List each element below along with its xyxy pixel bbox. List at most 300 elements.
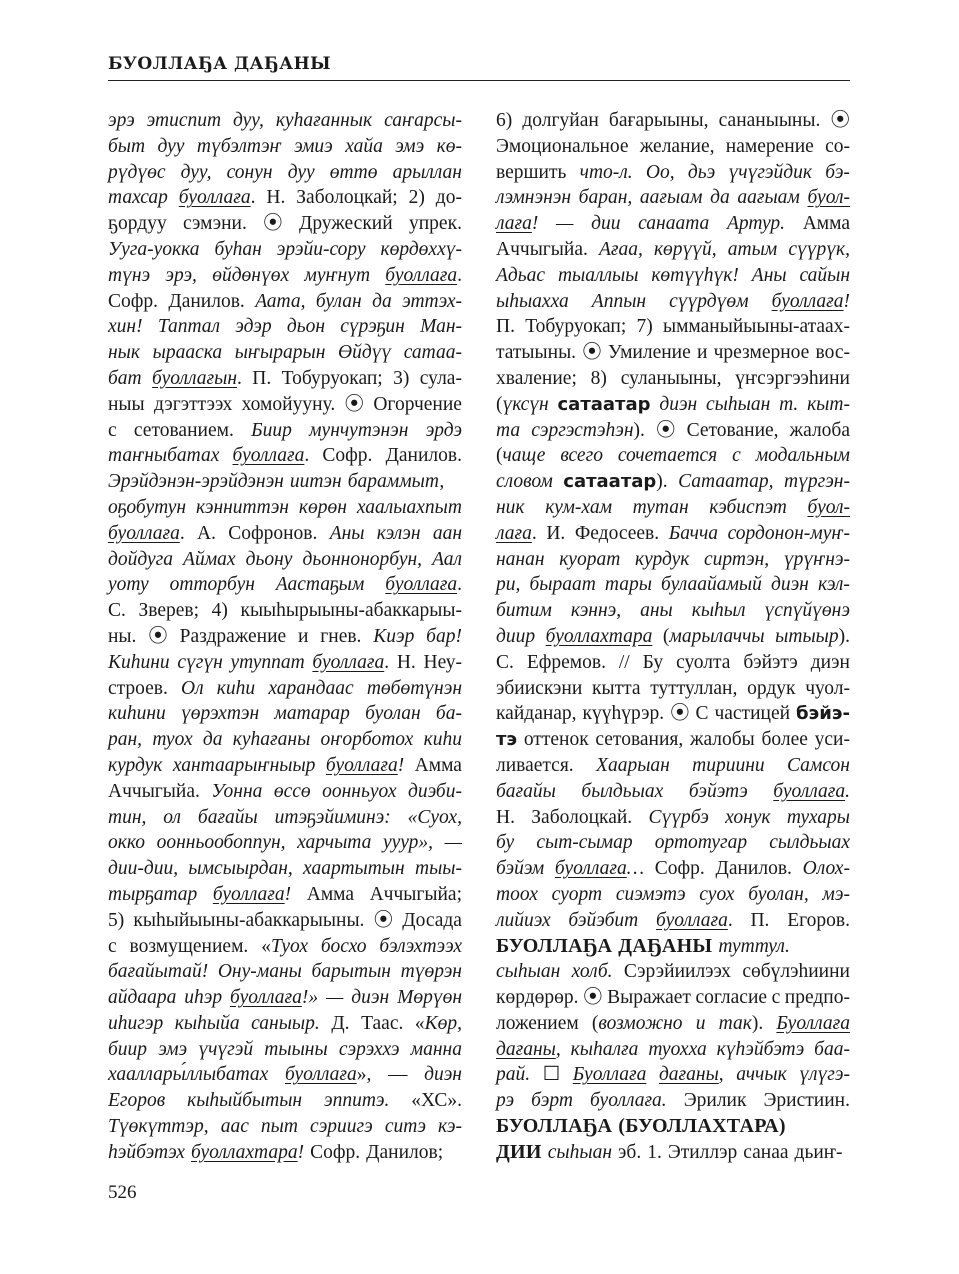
text-run: тахсар bbox=[108, 187, 168, 209]
text-run: тин, bbox=[108, 806, 147, 828]
word bbox=[648, 1037, 706, 1063]
text-run: баа- bbox=[814, 1038, 850, 1060]
word bbox=[183, 547, 236, 573]
word bbox=[592, 676, 641, 702]
word bbox=[380, 237, 462, 263]
text-run: харчыта bbox=[297, 832, 372, 854]
text-run: сатаатар bbox=[557, 393, 651, 415]
text-line bbox=[108, 701, 462, 727]
text-line bbox=[108, 443, 462, 469]
headword-reference: буол- bbox=[807, 187, 850, 209]
text-line bbox=[108, 650, 462, 676]
word bbox=[233, 727, 311, 753]
word bbox=[401, 959, 462, 985]
text-run: ( bbox=[591, 1012, 599, 1034]
text-line bbox=[108, 263, 462, 289]
word bbox=[108, 1140, 185, 1166]
text-run: сатаа- bbox=[403, 342, 462, 364]
text-run: П. bbox=[496, 316, 515, 338]
word bbox=[646, 160, 675, 186]
page-number: 526 bbox=[108, 1182, 137, 1203]
text-line bbox=[108, 624, 462, 650]
text-line bbox=[496, 934, 850, 960]
text-run: дуу bbox=[157, 135, 185, 157]
text-run: көтүүһүк! bbox=[651, 264, 739, 286]
text-run: куһағаннык bbox=[275, 110, 373, 131]
text-run: сетованием. bbox=[133, 419, 234, 441]
text-run: намерение bbox=[725, 135, 814, 157]
text-run: модальным bbox=[755, 445, 850, 467]
word bbox=[531, 1088, 573, 1114]
word bbox=[181, 676, 204, 702]
word bbox=[580, 160, 633, 186]
text-run: үчүгэй bbox=[198, 1038, 254, 1060]
word bbox=[796, 701, 850, 727]
text-run: со- bbox=[825, 135, 850, 157]
text-run: Киһини bbox=[108, 651, 170, 673]
text-run: түнэ bbox=[108, 264, 151, 286]
word bbox=[496, 211, 538, 237]
text-line bbox=[496, 1037, 850, 1063]
word bbox=[287, 314, 325, 340]
word bbox=[379, 934, 462, 960]
word bbox=[563, 469, 667, 495]
word bbox=[251, 1011, 320, 1037]
text-run: Аппын bbox=[591, 290, 647, 312]
text-run: Софр. bbox=[654, 858, 705, 880]
word bbox=[373, 624, 414, 650]
word bbox=[108, 108, 135, 134]
text-line bbox=[496, 392, 850, 418]
text-run: төбөтүнэн bbox=[366, 677, 462, 699]
word bbox=[496, 237, 588, 263]
text-run: ымсыырдан, bbox=[188, 858, 293, 880]
word bbox=[165, 263, 197, 289]
text-run: буолан bbox=[365, 703, 421, 725]
word bbox=[830, 108, 850, 134]
text-run: . bbox=[727, 909, 733, 931]
word bbox=[678, 469, 773, 495]
word bbox=[618, 1140, 641, 1166]
word bbox=[108, 237, 200, 263]
word bbox=[411, 1088, 462, 1114]
word bbox=[108, 779, 200, 805]
word bbox=[496, 908, 551, 934]
text-run: ран, bbox=[108, 729, 143, 751]
word bbox=[546, 624, 653, 650]
text-run: Эмоциональное bbox=[496, 135, 629, 157]
text-line bbox=[496, 701, 850, 727]
word bbox=[351, 985, 389, 1011]
text-run: Ағаа, bbox=[598, 238, 643, 260]
text-run: ҕордуу bbox=[108, 213, 167, 235]
text-line bbox=[108, 934, 462, 960]
word bbox=[158, 314, 220, 340]
text-run: тириини bbox=[692, 754, 765, 776]
word bbox=[288, 160, 315, 186]
text-run: что-л. bbox=[579, 161, 633, 183]
text-run: ортотугар bbox=[654, 832, 748, 854]
word bbox=[235, 340, 326, 366]
word bbox=[108, 1011, 163, 1037]
word bbox=[212, 598, 228, 624]
word bbox=[277, 237, 366, 263]
word bbox=[181, 160, 212, 186]
text-run: ⦿ bbox=[830, 110, 850, 131]
word bbox=[230, 650, 304, 676]
text-run: баран, bbox=[578, 187, 633, 209]
word bbox=[548, 1140, 612, 1166]
text-line bbox=[108, 521, 462, 547]
text-run: иһигэр bbox=[108, 1012, 164, 1034]
word bbox=[361, 1011, 403, 1037]
text-run: — bbox=[556, 213, 574, 235]
text-line bbox=[496, 779, 850, 805]
word bbox=[496, 1140, 542, 1166]
word bbox=[729, 160, 813, 186]
word bbox=[661, 572, 762, 598]
word bbox=[173, 753, 316, 779]
word bbox=[788, 237, 850, 263]
text-run: бар! bbox=[426, 625, 462, 647]
text-run: диэн bbox=[770, 574, 809, 596]
word bbox=[386, 443, 462, 469]
word bbox=[771, 572, 809, 598]
word bbox=[496, 418, 520, 444]
text-run: предпо- bbox=[784, 987, 850, 1009]
headword-reference: буоллаға bbox=[108, 522, 180, 544]
word bbox=[609, 108, 709, 134]
text-run: бэйэ- bbox=[795, 703, 850, 725]
word bbox=[408, 805, 462, 831]
word bbox=[790, 418, 850, 444]
word bbox=[240, 598, 462, 624]
word bbox=[579, 185, 633, 211]
word bbox=[108, 598, 126, 624]
word bbox=[552, 882, 603, 908]
word bbox=[402, 908, 462, 934]
word bbox=[397, 650, 416, 676]
text-run: ( bbox=[496, 393, 503, 415]
text-line bbox=[496, 366, 850, 392]
word bbox=[108, 1088, 165, 1114]
text-run: бараммыт, bbox=[347, 471, 445, 493]
word bbox=[108, 134, 145, 160]
text-run: эттэх- bbox=[402, 290, 462, 312]
text-run: ыһыахха bbox=[496, 290, 569, 312]
word bbox=[595, 727, 683, 753]
text-run: . bbox=[384, 651, 390, 673]
word bbox=[773, 779, 850, 805]
word bbox=[138, 598, 199, 624]
word bbox=[170, 572, 255, 598]
text-run: күүһүрэр. bbox=[582, 703, 665, 725]
text-run: , bbox=[555, 1038, 561, 1060]
word bbox=[424, 727, 462, 753]
word bbox=[433, 521, 462, 547]
text-run: сэмэни. bbox=[183, 213, 247, 235]
word bbox=[108, 521, 185, 547]
word bbox=[496, 598, 552, 624]
text-run: ымманыйыыны-атаах- bbox=[662, 316, 850, 338]
text-run: возможно bbox=[598, 1012, 683, 1034]
word bbox=[496, 160, 566, 186]
word bbox=[558, 263, 638, 289]
word bbox=[822, 882, 850, 908]
word bbox=[108, 908, 124, 934]
word bbox=[752, 263, 787, 289]
word bbox=[524, 727, 589, 753]
text-run: сонун bbox=[226, 161, 273, 183]
text-line bbox=[496, 160, 850, 186]
word bbox=[655, 856, 705, 882]
text-run: Таас. bbox=[361, 1012, 404, 1034]
word bbox=[426, 624, 462, 650]
word bbox=[496, 1037, 561, 1063]
text-run: эрдэ bbox=[425, 419, 462, 441]
text-run: Заболоцкай; bbox=[296, 187, 398, 209]
word bbox=[717, 1037, 805, 1063]
text-run: эрэйи-сору bbox=[276, 238, 366, 260]
text-line bbox=[496, 908, 850, 934]
text-run: эрэ, bbox=[165, 264, 197, 286]
word bbox=[714, 701, 790, 727]
text-run: Софр. bbox=[310, 1141, 361, 1163]
text-run: Аастаҕым bbox=[275, 574, 365, 596]
word bbox=[618, 443, 717, 469]
text-line bbox=[496, 521, 850, 547]
text-run: Тобуруокап; bbox=[281, 367, 383, 389]
word bbox=[438, 1114, 462, 1140]
text-run: Аны bbox=[329, 522, 365, 544]
text-run: мунчутэнэн bbox=[309, 419, 409, 441]
text-run: да bbox=[710, 187, 730, 209]
word bbox=[233, 108, 264, 134]
text-run: И. bbox=[546, 522, 566, 544]
text-run: « bbox=[261, 935, 271, 957]
word bbox=[596, 753, 670, 779]
text-line bbox=[496, 959, 850, 985]
word bbox=[496, 108, 512, 134]
word bbox=[261, 1114, 298, 1140]
word bbox=[496, 340, 576, 366]
text-run: туохха bbox=[648, 1038, 707, 1060]
word bbox=[795, 1140, 843, 1166]
text-run: Уонна bbox=[211, 780, 263, 802]
text-run: бағайы bbox=[496, 780, 556, 802]
text-line bbox=[496, 340, 850, 366]
word bbox=[420, 314, 462, 340]
word bbox=[108, 340, 140, 366]
text-run: киһи bbox=[423, 729, 462, 751]
text-run: П. bbox=[750, 909, 770, 931]
word bbox=[424, 1062, 462, 1088]
text-run: киһини bbox=[108, 703, 166, 725]
text-run: сетования, bbox=[595, 729, 684, 751]
text-run: Көр, bbox=[424, 1012, 462, 1034]
text-run: тыы- bbox=[414, 858, 462, 880]
text-line bbox=[108, 314, 462, 340]
word bbox=[640, 134, 715, 160]
word bbox=[108, 805, 146, 831]
text-run: быраат bbox=[529, 574, 596, 596]
text-run: Артур. bbox=[726, 213, 786, 235]
word bbox=[814, 1037, 850, 1063]
word bbox=[384, 108, 462, 134]
word bbox=[385, 1114, 426, 1140]
word bbox=[522, 108, 598, 134]
text-line bbox=[108, 882, 462, 908]
word bbox=[583, 985, 603, 1011]
text-run: кыт- bbox=[807, 393, 850, 415]
text-run: жалобы bbox=[689, 729, 755, 751]
word bbox=[743, 650, 797, 676]
text-run: ). bbox=[838, 625, 850, 647]
text-run: ол bbox=[163, 806, 182, 828]
word bbox=[316, 289, 362, 315]
word bbox=[311, 959, 390, 985]
word bbox=[590, 1088, 667, 1114]
word bbox=[496, 753, 574, 779]
word bbox=[718, 934, 789, 960]
text-run: ! bbox=[531, 213, 539, 235]
word bbox=[618, 1114, 786, 1140]
text-run: оонньообоппун, bbox=[156, 832, 286, 854]
text-run: 6) bbox=[496, 110, 513, 131]
word bbox=[808, 185, 850, 211]
word bbox=[591, 211, 620, 237]
word bbox=[496, 934, 612, 960]
text-run: Түөкүттэр, bbox=[108, 1116, 209, 1138]
text-run: — bbox=[326, 987, 344, 1009]
text-run: ууур», bbox=[382, 832, 434, 854]
text-run: харандаас bbox=[268, 677, 354, 699]
text-run: бэйэтэ bbox=[743, 651, 798, 673]
word bbox=[184, 985, 222, 1011]
word bbox=[619, 650, 630, 676]
word bbox=[624, 959, 731, 985]
text-line bbox=[108, 1062, 462, 1088]
word bbox=[198, 1037, 253, 1063]
text-line bbox=[108, 805, 462, 831]
text-run: нык bbox=[108, 342, 141, 364]
word bbox=[787, 908, 850, 934]
word bbox=[556, 211, 573, 237]
text-run: аччык bbox=[736, 1064, 787, 1086]
text-run: Туох bbox=[270, 935, 309, 957]
text-run: хаалыахпыт bbox=[356, 496, 462, 518]
text-run: оҕобутун bbox=[108, 496, 187, 518]
text-run: кыһыйбытын bbox=[187, 1090, 303, 1112]
text-run: Аал bbox=[432, 548, 462, 570]
word bbox=[572, 959, 613, 985]
text-line bbox=[108, 160, 462, 186]
word bbox=[659, 1062, 724, 1088]
text-run: бат bbox=[108, 367, 142, 389]
text-run: санаа bbox=[743, 1141, 789, 1163]
text-run: үөрэхтэн bbox=[180, 703, 260, 725]
word bbox=[303, 547, 423, 573]
word bbox=[108, 676, 168, 702]
text-run: ⦿ bbox=[148, 625, 168, 647]
word bbox=[266, 185, 285, 211]
text-run: Оо, bbox=[645, 161, 675, 183]
text-run: үксүн bbox=[502, 393, 549, 415]
text-run: « bbox=[414, 1012, 425, 1034]
text-run: Сатаатар, bbox=[678, 471, 774, 493]
text-run: до- bbox=[435, 187, 462, 209]
word bbox=[108, 160, 166, 186]
text-run: Олох- bbox=[802, 858, 850, 880]
word bbox=[274, 779, 311, 805]
text-run: ). bbox=[751, 1012, 764, 1034]
headword-reference: буоллаға bbox=[178, 187, 251, 209]
text-run: дуу, bbox=[180, 161, 212, 183]
text-run: … bbox=[626, 858, 645, 880]
word bbox=[377, 521, 421, 547]
word bbox=[825, 160, 850, 186]
word bbox=[108, 392, 145, 418]
text-run: ник bbox=[496, 496, 525, 518]
text-line bbox=[496, 134, 850, 160]
word bbox=[183, 211, 247, 237]
headword-reference: дағаны bbox=[658, 1064, 719, 1086]
word bbox=[496, 185, 571, 211]
text-run: суолта bbox=[676, 651, 731, 673]
text-line bbox=[108, 108, 462, 134]
word bbox=[714, 340, 810, 366]
word bbox=[769, 830, 850, 856]
text-run: чрезмерное bbox=[713, 342, 810, 364]
text-run: Бу bbox=[642, 651, 664, 673]
text-run: саныыр. bbox=[251, 1012, 320, 1034]
word bbox=[531, 805, 632, 831]
text-run: нанан bbox=[496, 548, 545, 570]
text-run: и bbox=[298, 625, 309, 647]
headword-reference: буоллаға bbox=[385, 574, 458, 596]
text-run: Адьас bbox=[496, 264, 546, 286]
text-run: чаще bbox=[502, 445, 546, 467]
word bbox=[108, 1037, 147, 1063]
text-run: кэл- bbox=[817, 574, 850, 596]
text-line bbox=[108, 908, 462, 934]
headword-reference: буоллаға bbox=[771, 290, 844, 312]
text-run: Хаарыан bbox=[596, 754, 670, 776]
word bbox=[385, 263, 462, 289]
word bbox=[108, 985, 176, 1011]
text-run: ныы bbox=[108, 393, 145, 415]
word bbox=[799, 1062, 850, 1088]
text-run: согласие bbox=[695, 987, 768, 1009]
text-run: Огорчение bbox=[373, 393, 462, 415]
word bbox=[294, 134, 333, 160]
text-run: дэгэттээх bbox=[153, 393, 233, 415]
word bbox=[108, 934, 117, 960]
word bbox=[772, 289, 850, 315]
text-run: «Суох, bbox=[407, 806, 462, 828]
text-run: Данилов; bbox=[366, 1141, 444, 1163]
word bbox=[227, 160, 273, 186]
text-line bbox=[496, 624, 850, 650]
text-run: Дружеский bbox=[299, 213, 393, 235]
text-run: сиэмэтэ bbox=[615, 883, 686, 905]
word bbox=[437, 134, 462, 160]
headword-reference: буол- bbox=[807, 496, 850, 518]
headword-reference: буоллаға bbox=[554, 858, 627, 880]
text-run: бэйэтэ bbox=[688, 780, 748, 802]
text-run: иитэн bbox=[289, 471, 342, 493]
text-line bbox=[496, 805, 850, 831]
